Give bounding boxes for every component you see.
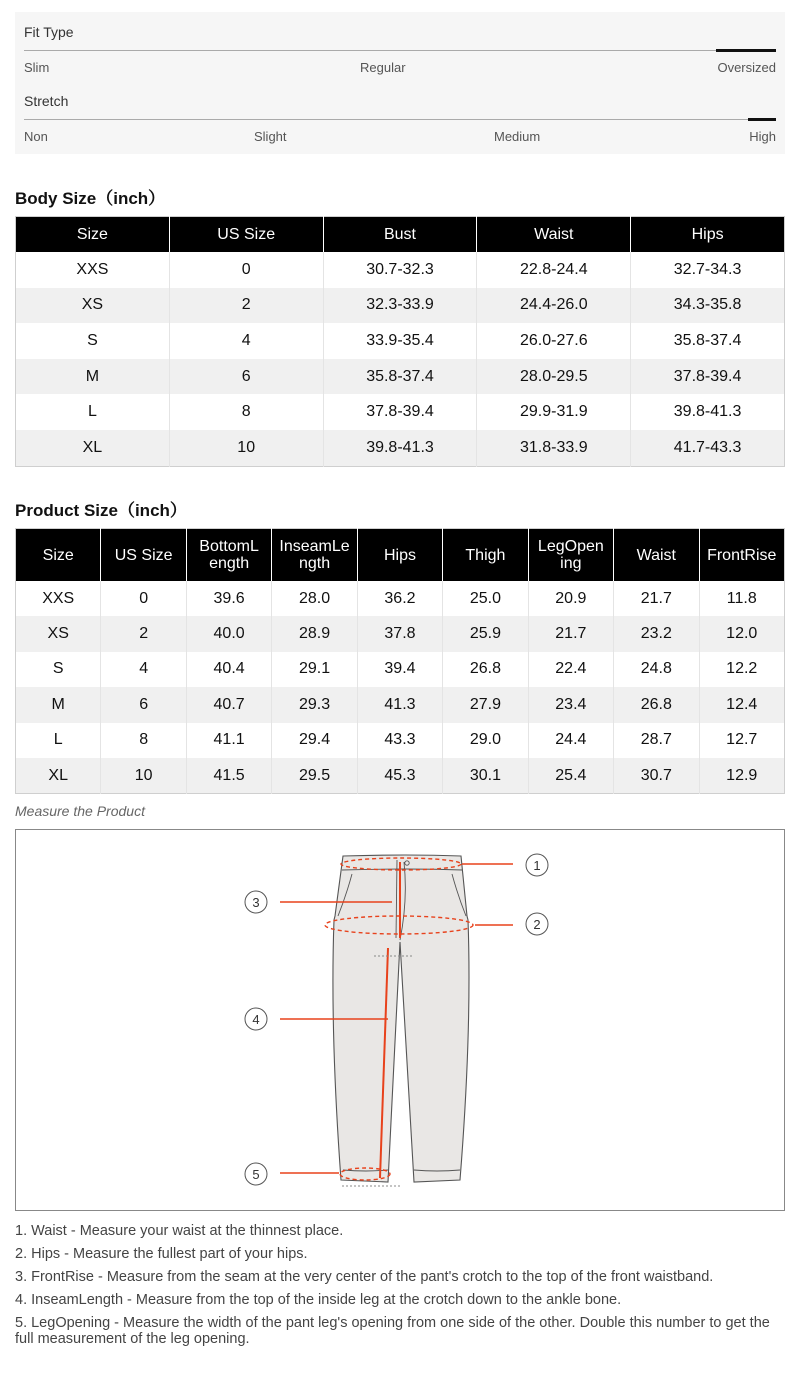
note-waist: 1. Waist - Measure your waist at the thinnest place.	[15, 1223, 344, 1239]
table-header-row	[16, 529, 785, 582]
table-cell: 2	[101, 616, 186, 651]
table-cell: 24.8	[614, 652, 699, 687]
table-cell: 24.4-26.0	[477, 288, 631, 324]
table-cell: 21.7	[614, 581, 699, 616]
table-cell: 23.4	[528, 687, 613, 722]
stretch-option-non: Non	[24, 129, 48, 144]
table-cell: 40.0	[186, 616, 271, 651]
measure-caption: Measure the Product	[15, 803, 145, 819]
table-cell: 26.8	[443, 652, 528, 687]
note-hips: 2. Hips - Measure the fullest part of your hips.	[15, 1246, 308, 1262]
table-cell: 37.8-39.4	[323, 394, 477, 430]
measure-notes	[15, 1223, 785, 1354]
marker-3-label: 3	[252, 895, 260, 910]
table-cell: 25.0	[443, 581, 528, 616]
table-cell: 41.7-43.3	[631, 430, 785, 466]
table-cell: 6	[101, 687, 186, 722]
header-cell: Size	[16, 217, 170, 253]
table-cell: 30.7-32.3	[323, 252, 477, 288]
table-cell: 25.9	[443, 616, 528, 651]
table-cell: 26.8	[614, 687, 699, 722]
marker-1-label: 1	[533, 858, 541, 873]
fit-type-label: Fit Type	[24, 24, 74, 40]
table-cell: 34.3-35.8	[631, 288, 785, 324]
table-cell: 8	[169, 394, 323, 430]
header-cell: Waist	[477, 217, 631, 253]
table-row	[16, 616, 785, 651]
table-cell: 8	[101, 723, 186, 758]
header-cell: Thigh	[443, 529, 528, 582]
table-cell: 40.4	[186, 652, 271, 687]
table-cell: 41.5	[186, 758, 271, 794]
table-cell: 39.6	[186, 581, 271, 616]
table-cell: 0	[101, 581, 186, 616]
table-cell: 29.5	[272, 758, 357, 794]
table-cell: 12.2	[699, 652, 785, 687]
table-cell: 32.7-34.3	[631, 252, 785, 288]
table-row	[16, 581, 785, 616]
table-header-row	[16, 217, 785, 253]
fit-option-regular: Regular	[360, 60, 406, 75]
fit-type-track	[24, 50, 776, 51]
table-cell: 4	[101, 652, 186, 687]
product-size-title: Product Size（inch）	[15, 501, 187, 520]
table-cell: XXS	[16, 581, 101, 616]
stretch-label: Stretch	[24, 93, 69, 109]
table-cell: L	[16, 723, 101, 758]
header-cell: Bust	[323, 217, 477, 253]
table-cell: S	[16, 652, 101, 687]
table-row	[16, 723, 785, 758]
table-cell: 4	[169, 323, 323, 359]
table-cell: 12.7	[699, 723, 785, 758]
table-cell: L	[16, 394, 170, 430]
table-cell: 45.3	[357, 758, 442, 794]
table-row	[16, 430, 785, 466]
marker-4-label: 4	[252, 1012, 260, 1027]
fit-type-selected-marker	[716, 49, 776, 52]
table-cell: 12.0	[699, 616, 785, 651]
table-cell: 12.9	[699, 758, 785, 794]
header-cell: Hips	[357, 529, 442, 582]
table-cell: 37.8-39.4	[631, 359, 785, 395]
header-cell: FrontRise	[699, 529, 785, 582]
table-cell: XS	[16, 288, 170, 324]
stretch-option-slight: Slight	[254, 129, 287, 144]
table-cell: 30.1	[443, 758, 528, 794]
table-row	[16, 288, 785, 324]
measure-diagram	[15, 829, 785, 1211]
stretch-option-medium: Medium	[494, 129, 541, 144]
note-leg-opening: 5. LegOpening - Measure the width of the pant leg's opening from one side of the other. Double this number to get the full measurement of the leg opening.	[15, 1315, 770, 1347]
table-cell: 35.8-37.4	[631, 323, 785, 359]
table-cell: 39.8-41.3	[323, 430, 477, 466]
note-front-rise: 3. FrontRise - Measure from the seam at the very center of the pant's crotch to the top of the front waistband.	[15, 1269, 714, 1285]
table-cell: 28.9	[272, 616, 357, 651]
table-cell: 24.4	[528, 723, 613, 758]
table-row	[16, 758, 785, 794]
table-cell: 23.2	[614, 616, 699, 651]
table-cell: S	[16, 323, 170, 359]
table-cell: 33.9-35.4	[323, 323, 477, 359]
table-cell: 29.0	[443, 723, 528, 758]
table-cell: XXS	[16, 252, 170, 288]
table-row	[16, 394, 785, 430]
fit-option-oversized: Oversized	[717, 60, 776, 75]
table-cell: 41.1	[186, 723, 271, 758]
table-row	[16, 359, 785, 395]
table-cell: 39.8-41.3	[631, 394, 785, 430]
table-cell: 28.7	[614, 723, 699, 758]
table-cell: XL	[16, 430, 170, 466]
table-cell: 29.3	[272, 687, 357, 722]
pants-diagram	[16, 830, 786, 1212]
table-cell: 10	[169, 430, 323, 466]
table-row	[16, 323, 785, 359]
header-cell: BottomL ength	[186, 529, 271, 582]
table-cell: 43.3	[357, 723, 442, 758]
table-cell: 12.4	[699, 687, 785, 722]
table-cell: 41.3	[357, 687, 442, 722]
marker-5-label: 5	[252, 1167, 260, 1182]
stretch-track	[24, 119, 776, 120]
fit-option-slim: Slim	[24, 60, 50, 75]
product-size-table	[15, 528, 785, 794]
note-inseam-length: 4. InseamLength - Measure from the top of the inside leg at the crotch down to the ankle bone.	[15, 1292, 622, 1308]
table-cell: 22.4	[528, 652, 613, 687]
table-cell: 31.8-33.9	[477, 430, 631, 466]
stretch-selected-marker	[748, 118, 776, 121]
header-cell: LegOpen ing	[528, 529, 613, 582]
table-row	[16, 687, 785, 722]
table-cell: 11.8	[699, 581, 785, 616]
table-cell: 27.9	[443, 687, 528, 722]
header-cell: Size	[16, 529, 101, 582]
table-cell: 26.0-27.6	[477, 323, 631, 359]
table-cell: XL	[16, 758, 101, 794]
table-cell: 21.7	[528, 616, 613, 651]
body-size-title: Body Size（inch）	[15, 189, 166, 208]
header-cell: US Size	[169, 217, 323, 253]
header-cell: US Size	[101, 529, 186, 582]
table-cell: 30.7	[614, 758, 699, 794]
table-cell: M	[16, 359, 170, 395]
table-cell: 28.0-29.5	[477, 359, 631, 395]
table-cell: XS	[16, 616, 101, 651]
table-cell: 28.0	[272, 581, 357, 616]
header-cell: InseamLe ngth	[272, 529, 357, 582]
table-cell: 29.9-31.9	[477, 394, 631, 430]
table-cell: 22.8-24.4	[477, 252, 631, 288]
table-cell: 25.4	[528, 758, 613, 794]
table-cell: 32.3-33.9	[323, 288, 477, 324]
table-cell: M	[16, 687, 101, 722]
table-row	[16, 652, 785, 687]
table-cell: 10	[101, 758, 186, 794]
table-cell: 20.9	[528, 581, 613, 616]
table-cell: 29.4	[272, 723, 357, 758]
header-cell: Hips	[631, 217, 785, 253]
table-row	[16, 252, 785, 288]
table-cell: 29.1	[272, 652, 357, 687]
body-size-table	[15, 216, 785, 467]
table-cell: 35.8-37.4	[323, 359, 477, 395]
fit-panel	[15, 12, 785, 154]
stretch-option-high: High	[749, 129, 776, 144]
table-cell: 6	[169, 359, 323, 395]
table-cell: 2	[169, 288, 323, 324]
table-cell: 36.2	[357, 581, 442, 616]
table-cell: 40.7	[186, 687, 271, 722]
table-cell: 37.8	[357, 616, 442, 651]
marker-2-label: 2	[533, 917, 541, 932]
table-cell: 0	[169, 252, 323, 288]
table-cell: 39.4	[357, 652, 442, 687]
header-cell: Waist	[614, 529, 699, 582]
